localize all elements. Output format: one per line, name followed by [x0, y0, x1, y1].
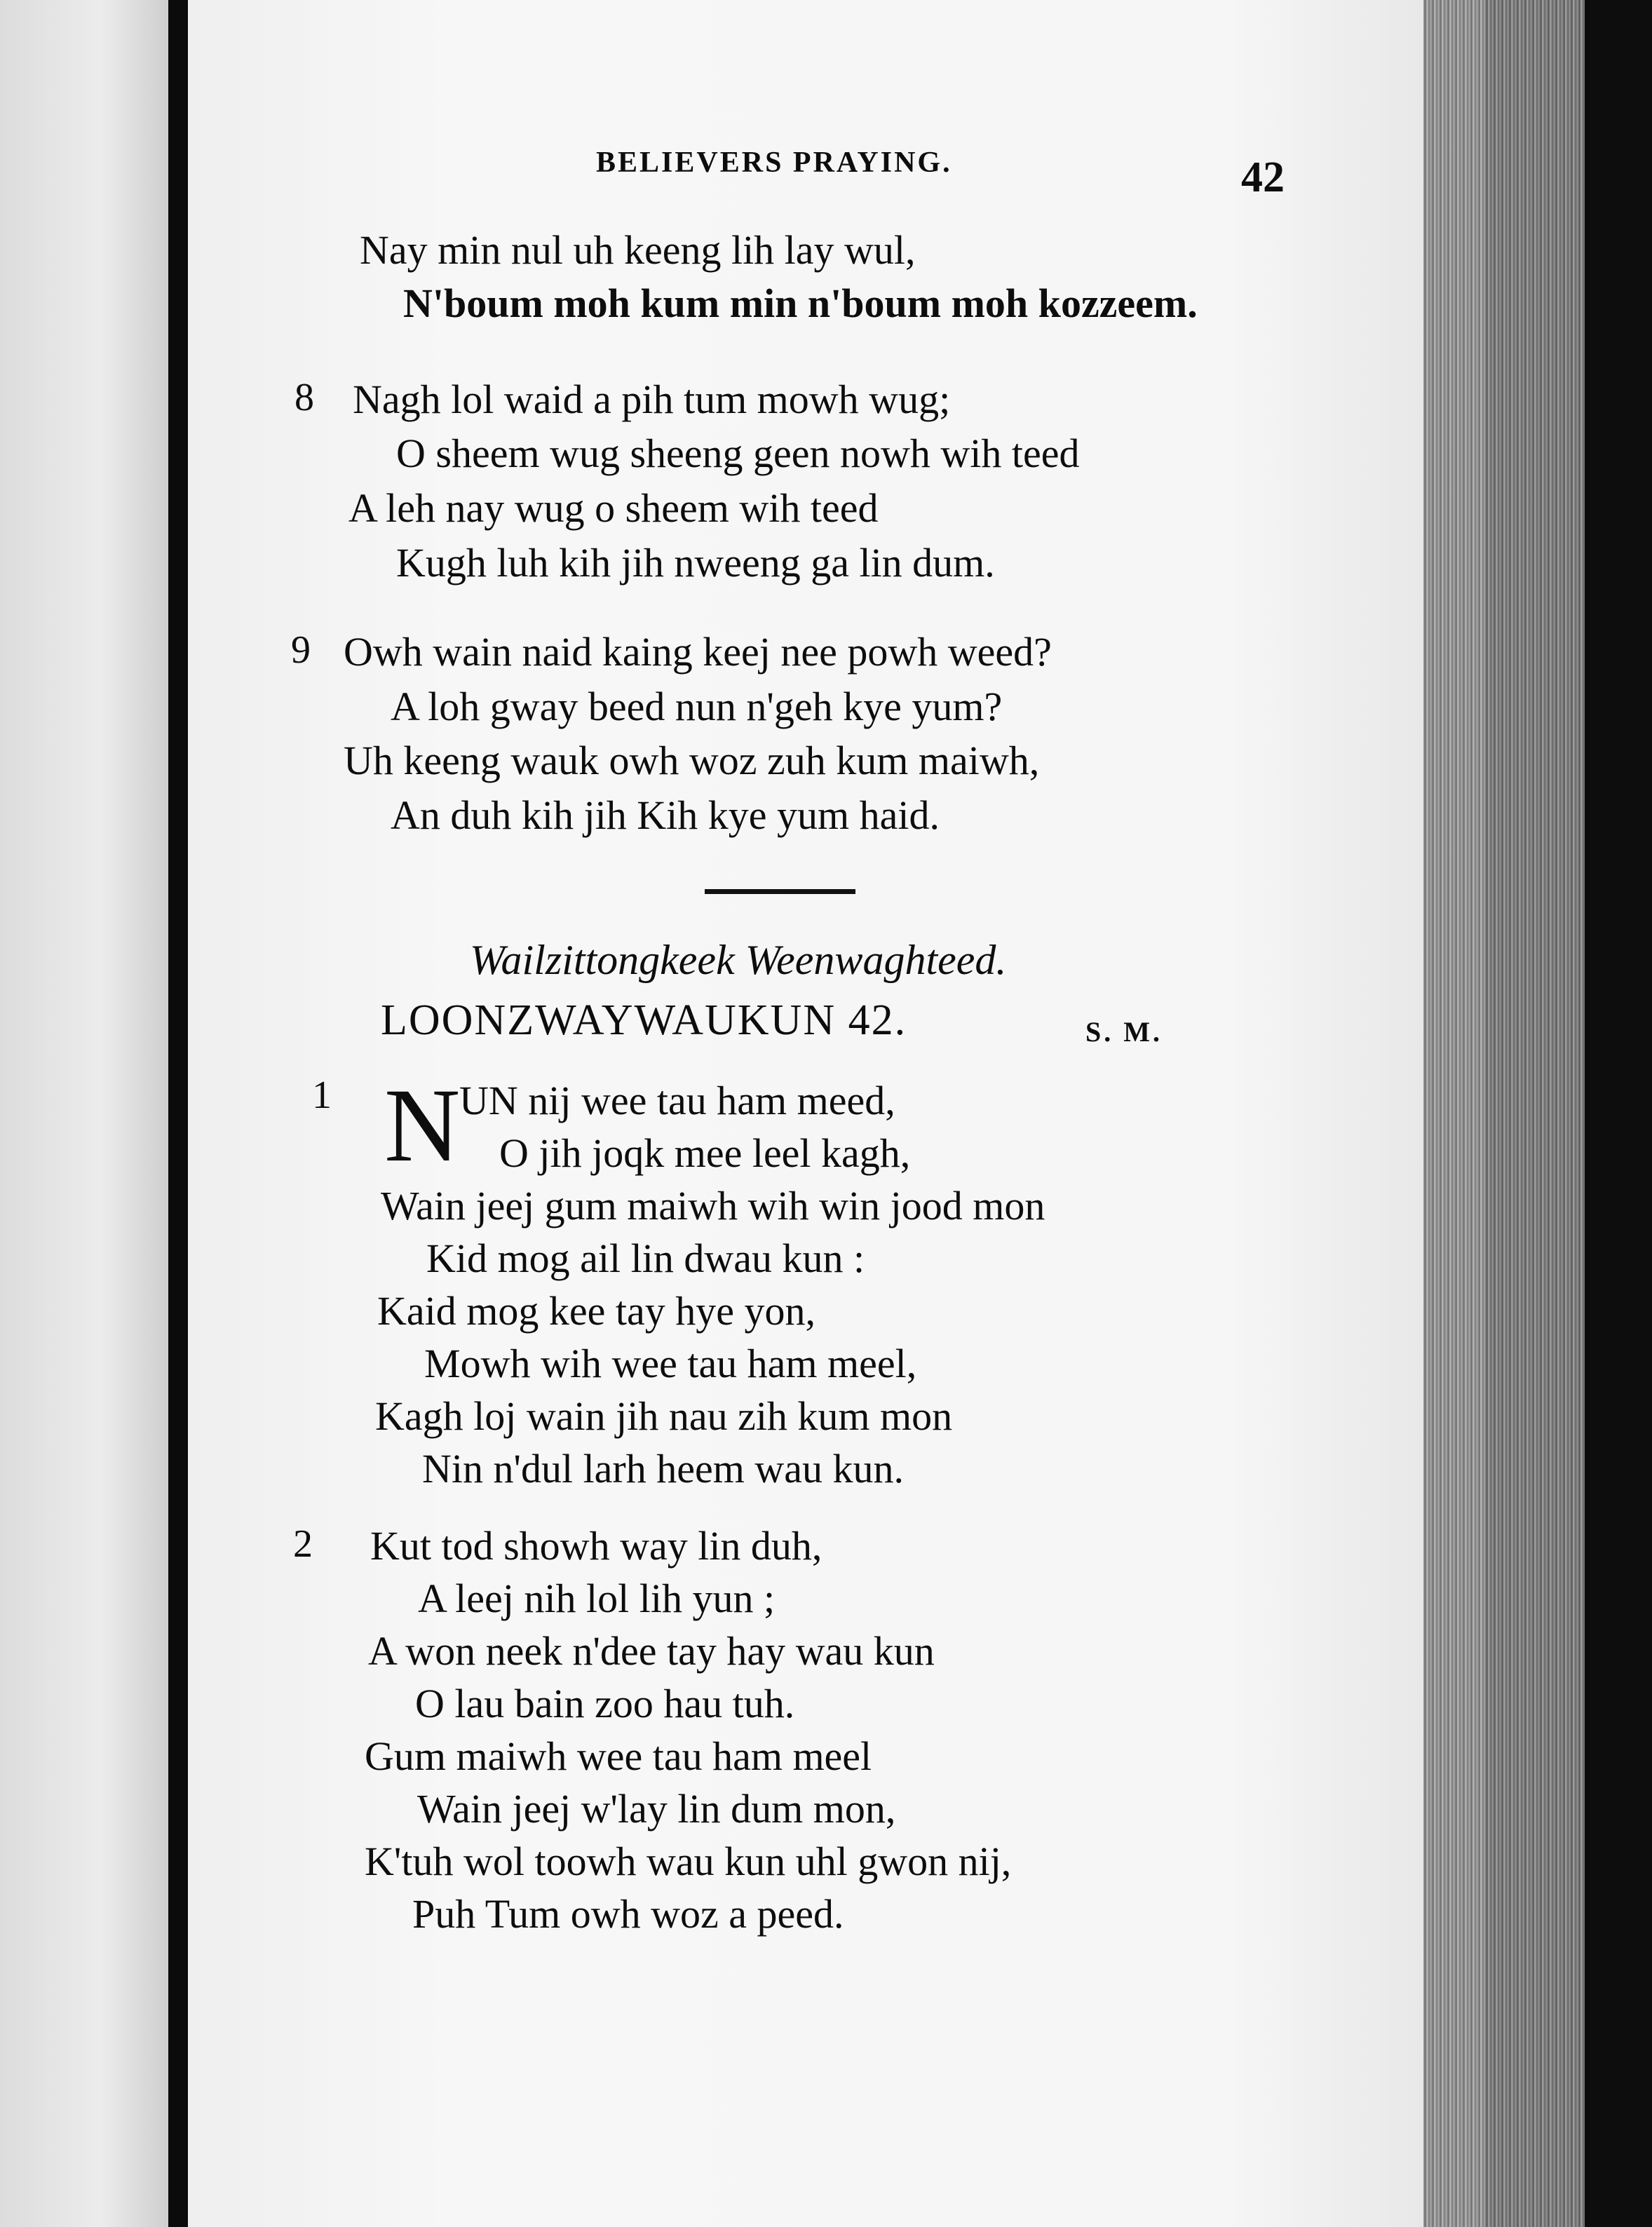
verse-line: Wain jeej w'lay lin dum mon,	[417, 1786, 896, 1832]
verse-line: Nay min nul uh keeng lih lay wul,	[360, 227, 916, 273]
verse-line: A leej nih lol lih yun ;	[418, 1576, 776, 1621]
verse-line: UN nij wee tau ham meed,	[459, 1078, 895, 1123]
verse-number: 2	[293, 1522, 313, 1566]
page-fore-edge	[1423, 0, 1585, 2227]
verse-line: Gum maiwh wee tau ham meel	[365, 1733, 872, 1779]
book-gutter	[168, 0, 188, 2227]
verse-number: 1	[312, 1074, 332, 1117]
hymn-meter: S. M.	[1085, 1016, 1163, 1048]
verse-line: N'boum moh kum min n'boum moh kozzeem.	[403, 280, 1198, 326]
verse-line: Kagh loj wain jih nau zih kum mon	[375, 1393, 953, 1439]
verse-line: A loh gway beed nun n'geh kye yum?	[391, 684, 1003, 729]
verse-line: Kugh luh kih jih nweeng ga lin dum.	[396, 540, 995, 585]
verse-line: Kut tod showh way lin duh,	[370, 1523, 822, 1569]
verse-line: O sheem wug sheeng geen nowh wih teed	[396, 431, 1080, 476]
verse-line: Uh keeng wauk owh woz zuh kum maiwh,	[344, 738, 1040, 783]
tune-name: Wailzittongkeek Weenwaghteed.	[470, 937, 1007, 983]
verse-line: Mowh wih wee tau ham meel,	[424, 1341, 917, 1386]
drop-cap: N	[384, 1067, 461, 1184]
facing-page-edge	[0, 0, 168, 2227]
scan-border	[1585, 0, 1652, 2227]
verse-number: 8	[294, 376, 314, 419]
verse-line: A won neek n'dee tay hay wau kun	[368, 1628, 935, 1674]
verse-line: Kid mog ail lin dwau kun :	[426, 1236, 865, 1281]
verse-line: K'tuh wol toowh wau kun uhl gwon nij,	[365, 1839, 1012, 1884]
verse-line: Kaid mog kee tay hye yon,	[377, 1288, 815, 1334]
verse-line: O jih joqk mee leel kagh,	[499, 1130, 911, 1176]
verse-line: Puh Tum owh woz a peed.	[412, 1891, 844, 1937]
verse-line: A leh nay wug o sheem wih teed	[348, 485, 879, 531]
verse-line: Wain jeej gum maiwh wih win jood mon	[381, 1183, 1045, 1228]
section-divider	[705, 889, 855, 894]
verse-line: An duh kih jih Kih kye yum haid.	[391, 792, 940, 838]
verse-number: 9	[291, 628, 311, 672]
page-number: 42	[1241, 154, 1285, 201]
hymn-title: LOONZWAYWAUKUN 42.	[381, 996, 907, 1044]
running-head: BELIEVERS PRAYING.	[596, 147, 952, 179]
verse-line: O lau bain zoo hau tuh.	[415, 1681, 795, 1726]
verse-line: Nin n'dul larh heem wau kun.	[422, 1446, 904, 1491]
verse-line: Nagh lol waid a pih tum mowh wug;	[353, 377, 951, 422]
verse-line: Owh wain naid kaing keej nee powh weed?	[344, 629, 1052, 675]
